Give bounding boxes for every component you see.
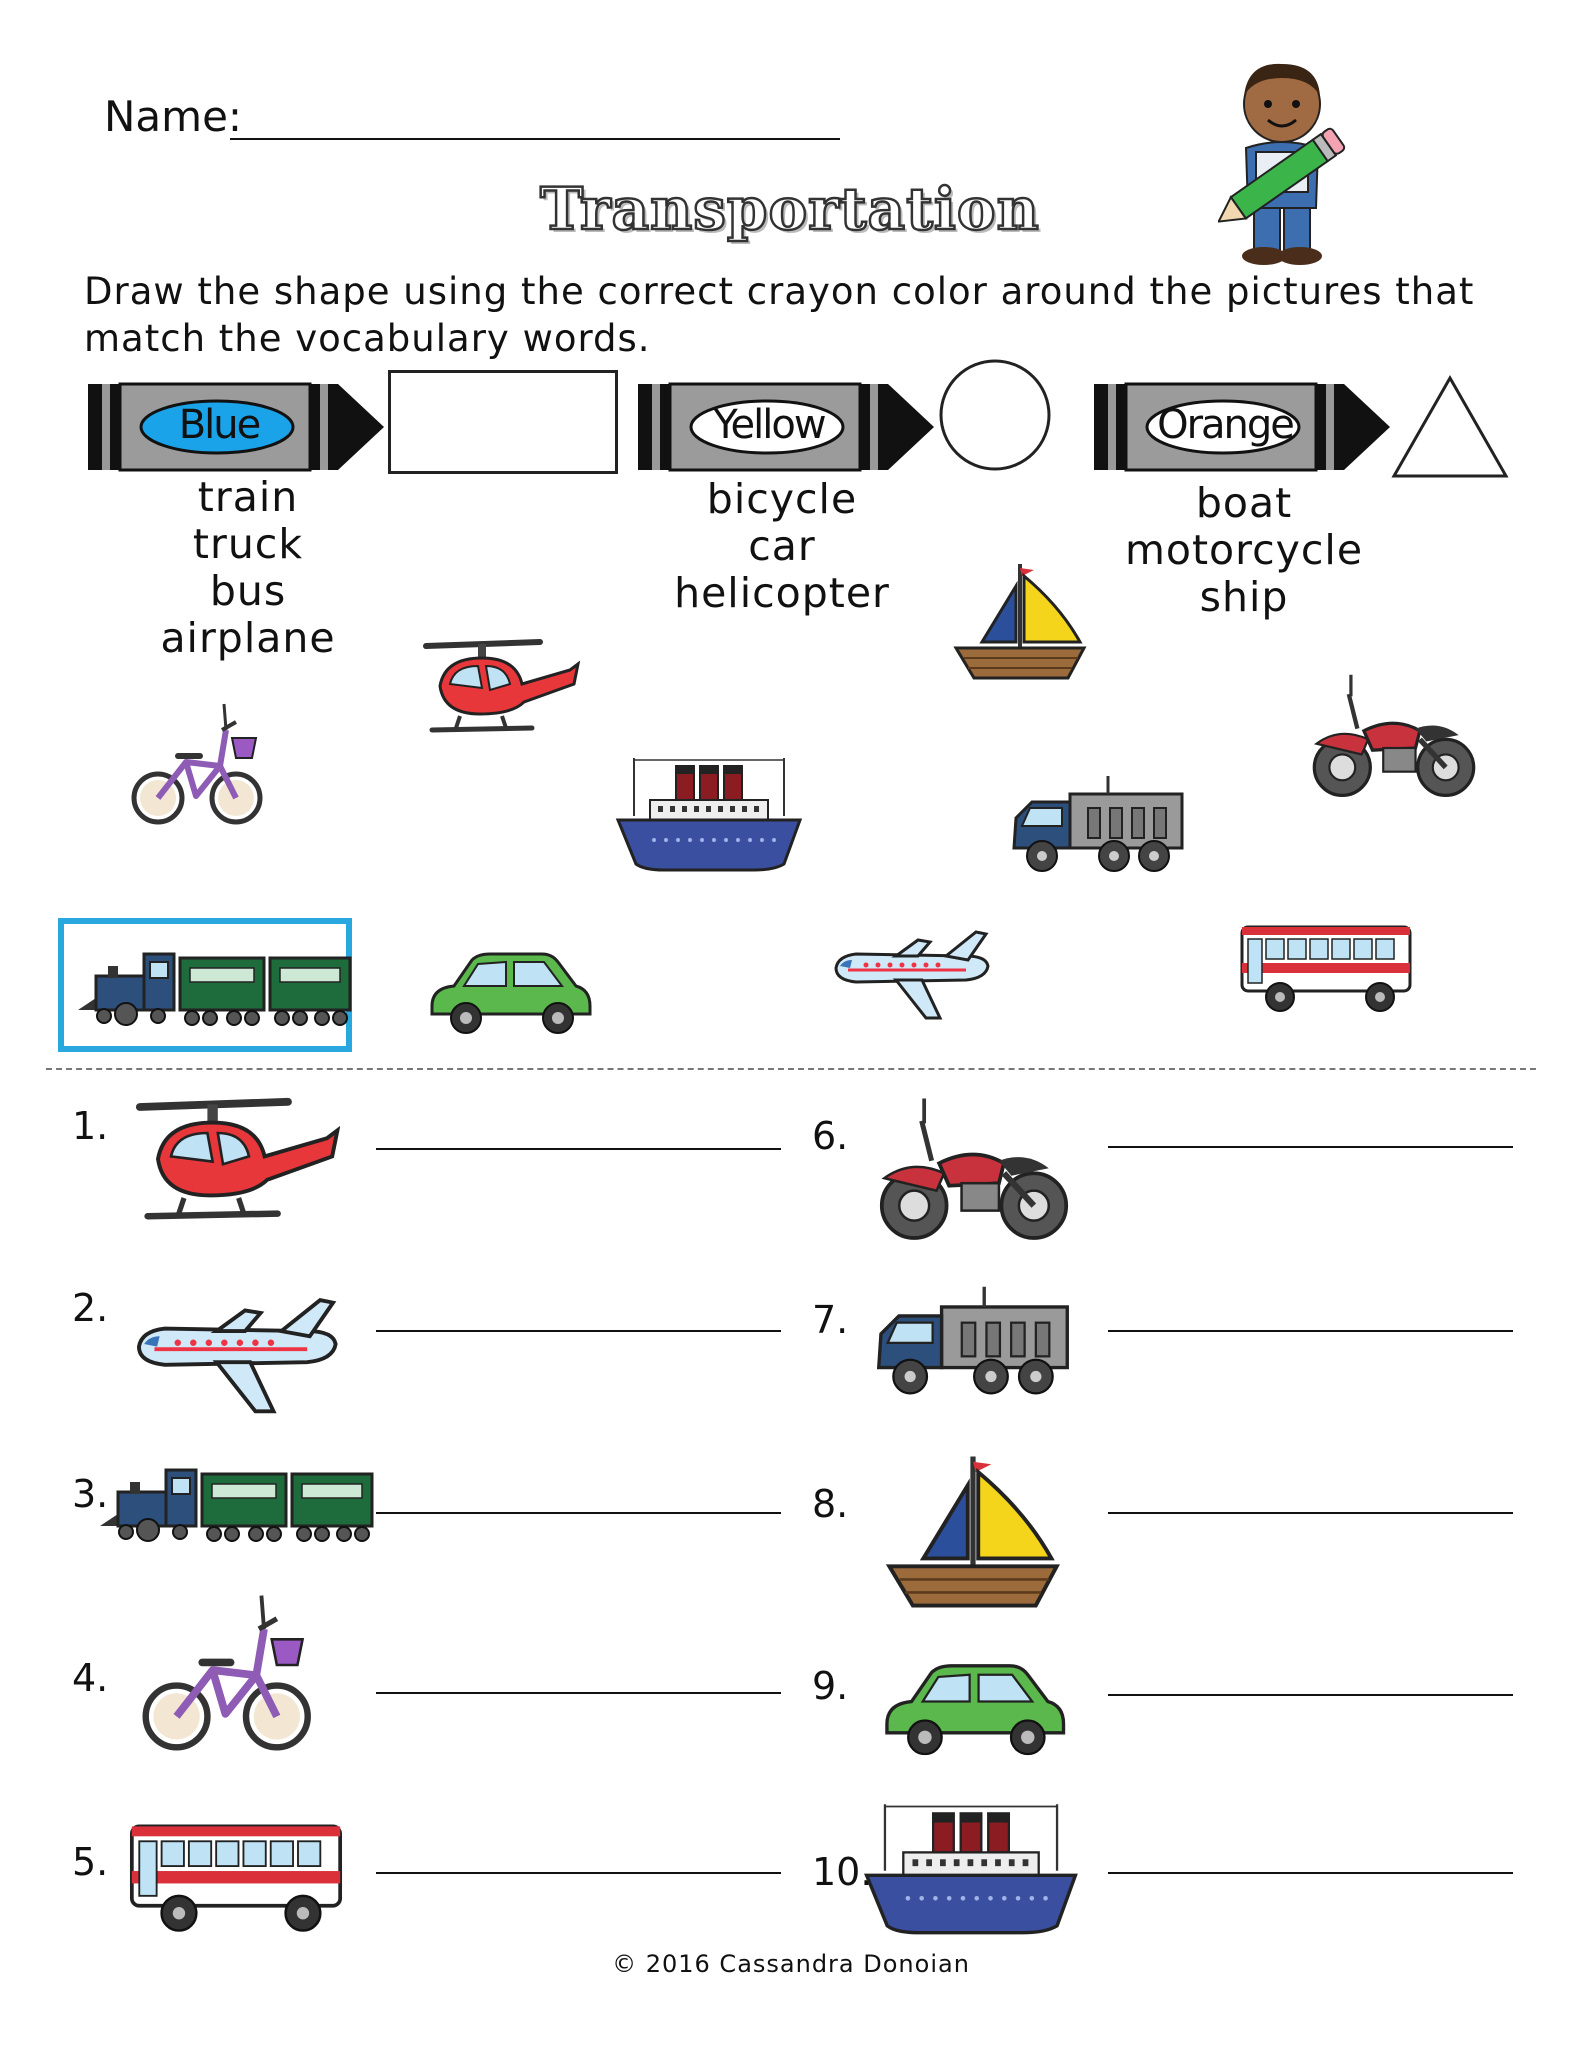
question-5-number: 5. [72, 1840, 109, 1884]
question-2-airplane-icon [126, 1292, 346, 1422]
crayon-yellow [636, 382, 936, 472]
word-helicopter: helicopter [674, 569, 890, 617]
crayon-orange [1092, 382, 1392, 472]
yellow-word-list [602, 476, 962, 617]
motorcycle-icon[interactable] [1306, 664, 1482, 804]
crayon-blue-label: Blue [178, 402, 260, 448]
crayon-blue [86, 382, 386, 472]
question-4-answer-line[interactable] [376, 1692, 781, 1694]
question-2-number: 2. [72, 1286, 109, 1330]
question-6-number: 6. [812, 1114, 849, 1158]
word-train: train [197, 473, 299, 521]
question-3-answer-line[interactable] [376, 1512, 781, 1514]
question-1-answer-line[interactable] [376, 1148, 781, 1150]
question-3-number: 3. [72, 1472, 109, 1516]
question-6-motorcycle-icon [874, 1086, 1074, 1248]
question-4-bicycle-icon [138, 1590, 318, 1758]
word-truck: truck [192, 520, 304, 568]
word-car: car [748, 522, 816, 570]
question-9-answer-line[interactable] [1108, 1694, 1513, 1696]
question-4-number: 4. [72, 1656, 109, 1700]
car-icon[interactable] [424, 940, 594, 1040]
question-7-number: 7. [812, 1298, 849, 1342]
question-8-number: 8. [812, 1482, 849, 1526]
question-5-bus-icon [124, 1814, 348, 1938]
question-8-sailboat-icon [880, 1446, 1066, 1616]
crayon-yellow-label: Yellow [713, 402, 825, 448]
dump-truck-icon[interactable] [1008, 772, 1188, 882]
orange-word-list [1064, 480, 1424, 621]
question-1-helicopter-icon [126, 1094, 346, 1224]
name-label: Name: [104, 92, 243, 141]
question-2-answer-line[interactable] [376, 1330, 781, 1332]
word-bus: bus [209, 567, 287, 615]
rectangle-shape [388, 370, 618, 474]
question-7-answer-line[interactable] [1108, 1330, 1513, 1332]
question-10-ship-icon [862, 1790, 1080, 1940]
circle-shape [936, 356, 1054, 474]
question-1-number: 1. [72, 1104, 109, 1148]
question-9-number: 9. [812, 1664, 849, 1708]
copyright-footer: © 2016 Cassandra Donoian [612, 1950, 970, 1978]
ship-icon[interactable] [614, 746, 804, 876]
question-3-train-icon [96, 1456, 376, 1546]
blue-word-list [68, 474, 428, 662]
question-6-answer-line[interactable] [1108, 1146, 1513, 1148]
boy-with-pencil-illustration [1218, 52, 1348, 267]
question-10-answer-line[interactable] [1108, 1872, 1513, 1874]
airplane-icon[interactable] [826, 926, 996, 1026]
question-8-answer-line[interactable] [1108, 1512, 1513, 1514]
word-airplane: airplane [160, 614, 336, 662]
instructions-text: Draw the shape using the correct crayon color around the pictures that match the vocabulary words. [84, 270, 1475, 360]
question-5-answer-line[interactable] [376, 1872, 781, 1874]
word-bicycle: bicycle [706, 475, 858, 523]
sailboat-icon[interactable] [950, 556, 1090, 686]
worksheet-title: Transportation [540, 175, 1040, 243]
section-divider [46, 1068, 1536, 1070]
helicopter-icon[interactable] [420, 636, 580, 736]
bicycle-icon[interactable] [128, 700, 268, 830]
bus-icon[interactable] [1236, 912, 1416, 1022]
word-ship: ship [1199, 573, 1289, 621]
question-7-dump-truck-icon [872, 1282, 1074, 1406]
crayon-orange-label: Orange [1157, 402, 1293, 448]
question-9-car-icon [878, 1650, 1068, 1762]
triangle-shape [1388, 372, 1512, 482]
word-motorcycle: motorcycle [1124, 526, 1364, 574]
question-10-number: 10. [812, 1850, 873, 1894]
train-icon[interactable] [74, 940, 354, 1030]
word-boat: boat [1195, 479, 1293, 527]
name-line[interactable] [230, 138, 840, 140]
